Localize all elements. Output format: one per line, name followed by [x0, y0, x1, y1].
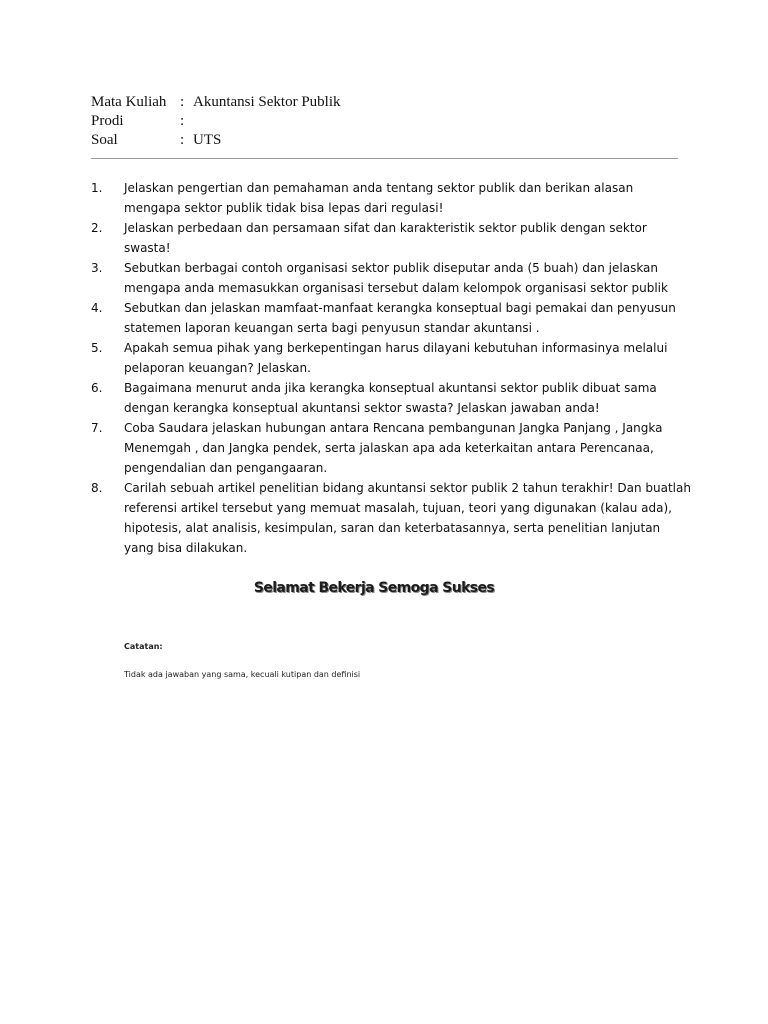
question-item-8	[91, 478, 691, 558]
question-number: 1.	[91, 181, 103, 195]
question-text: Sebutkan dan jelaskan mamfaat-manfaat kerangka konseptual bagi pemakai dan penyusun statemen laporan keuangan serta bagi penyusun standar akuntansi .	[124, 301, 676, 335]
question-number: 2.	[91, 221, 103, 235]
course-separator: :	[180, 94, 185, 110]
question-item-4	[91, 298, 691, 338]
question-item-6	[91, 378, 691, 418]
course-value: Akuntansi Sektor Publik	[193, 94, 341, 110]
program-separator: :	[180, 113, 185, 129]
program-label: Prodi	[91, 113, 124, 129]
question-number: 8.	[91, 481, 103, 495]
question-text: Jelaskan perbedaan dan persamaan sifat dan karakteristik sektor publik dengan sektor swasta!	[124, 221, 647, 255]
question-item-5	[91, 338, 691, 378]
question-text: Bagaimana menurut anda jika kerangka konseptual akuntansi sektor publik dibuat sama dengan kerangka konseptual akuntansi sektor swasta? Jelaskan jawaban anda!	[124, 381, 657, 415]
note-text: Tidak ada jawaban yang sama, kecuali kutipan dan definisi	[124, 670, 361, 679]
question-text: Carilah sebuah artikel penelitian bidang akuntansi sektor publik 2 tahun terakhir! Dan buatlah referensi artikel tersebut yang memuat masalah, tujuan, teori yang digunakan (kalau ada), hipotesis, alat analisis, kesimpulan, saran dan keterbatasannya, serta penelitian lanjutan yang bisa dilakukan.	[124, 481, 691, 555]
question-item-1	[91, 178, 691, 218]
question-number: 3.	[91, 261, 103, 275]
course-label: Mata Kuliah	[91, 94, 167, 110]
note-label: Catatan:	[124, 642, 163, 651]
question-item-7	[91, 418, 691, 478]
question-item-2	[91, 218, 691, 258]
header-divider	[91, 158, 678, 159]
exam-value: UTS	[193, 132, 222, 148]
question-number: 6.	[91, 381, 103, 395]
question-number: 5.	[91, 341, 103, 355]
question-text: Apakah semua pihak yang berkepentingan harus dilayani kebutuhan informasinya melalui pelaporan keuangan? Jelaskan.	[124, 341, 668, 375]
exam-header	[91, 93, 341, 150]
course-row	[91, 93, 341, 112]
question-text: Sebutkan berbagai contoh organisasi sektor publik diseputar anda (5 buah) dan jelaskan mengapa anda memasukkan organisasi tersebut dalam kelompok organisasi sektor publik	[124, 261, 668, 295]
exam-row	[91, 131, 341, 150]
exam-label: Soal	[91, 132, 118, 148]
question-list	[91, 178, 691, 558]
question-text: Coba Saudara jelaskan hubungan antara Rencana pembangunan Jangka Panjang , Jangka Menemgah , dan Jangka pendek, serta jalaskan apa ada keterkaitan antara Perencanaa, pengendalian dan pengangaaran.	[124, 421, 663, 475]
question-text: Jelaskan pengertian dan pemahaman anda tentang sektor publik dan berikan alasan mengapa sektor publik tidak bisa lepas dari regulasi!	[124, 181, 634, 215]
question-number: 4.	[91, 301, 103, 315]
program-row	[91, 112, 341, 131]
closing-message: Selamat Bekerja Semoga Sukses	[253, 580, 495, 596]
question-item-3	[91, 258, 691, 298]
question-number: 7.	[91, 421, 103, 435]
exam-separator: :	[180, 132, 185, 148]
